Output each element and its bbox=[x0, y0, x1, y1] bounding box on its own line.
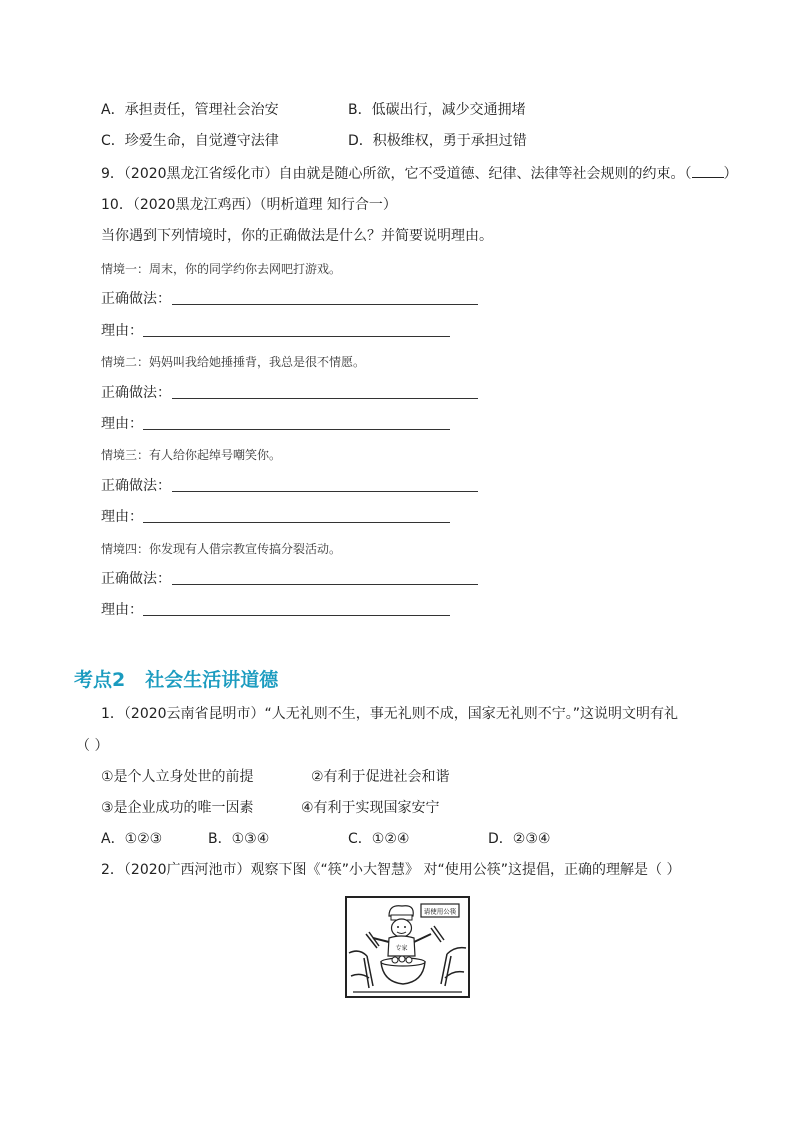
answer-label-1: 正确做法： bbox=[101, 291, 171, 307]
s2-q1-option-c: C．①②④ bbox=[348, 831, 410, 847]
question-9-text: 9．（2020黑龙江省绥化市）自由就是随心所欲，它不受道德、纪律、法律等社会规则的约束。（ bbox=[101, 166, 692, 182]
section-title: 社会生活讲道德 bbox=[145, 669, 279, 691]
answer-line-2[interactable] bbox=[172, 398, 478, 399]
statement-4: ④有利于实现国家安宁 bbox=[301, 800, 440, 816]
scenario-1: 情境一：周末，你的同学约你去网吧打游戏。 bbox=[101, 262, 342, 276]
answer-label-2: 正确做法： bbox=[101, 385, 171, 401]
answer-line-3[interactable] bbox=[172, 491, 478, 492]
reason-label-4: 理由： bbox=[101, 602, 143, 618]
question-9 bbox=[101, 163, 738, 183]
answer-label-3: 正确做法： bbox=[101, 478, 171, 494]
chopsticks-cartoon bbox=[345, 896, 470, 998]
answer-blank[interactable] bbox=[692, 163, 724, 178]
answer-line-4[interactable] bbox=[172, 584, 478, 585]
statement-1: ①是个人立身处世的前提 bbox=[101, 769, 254, 785]
q8-option-d: D．积极维权，勇于承担过错 bbox=[348, 133, 527, 149]
reason-line-3[interactable] bbox=[143, 522, 450, 523]
scenario-3: 情境三：有人给你起绰号嘲笑你。 bbox=[101, 448, 282, 462]
s2-q1-option-a: A．①②③ bbox=[101, 831, 163, 847]
s2-q1-option-b: B．①③④ bbox=[208, 831, 270, 847]
answer-label-4: 正确做法： bbox=[101, 571, 171, 587]
cartoon-drawing bbox=[347, 898, 468, 996]
s2-question-2: 2．（2020广西河池市）观察下图《“筷”小大智慧》 对“使用公筷”这提倡，正确的理解是（ ） bbox=[101, 862, 681, 878]
s2-question-1: 1．（2020云南省昆明市）“人无礼则不生，事无礼则不成，国家无礼则不宁。”这说明文明有礼 bbox=[101, 706, 679, 722]
statement-3: ③是企业成功的唯一因素 bbox=[101, 800, 254, 816]
question-10-prompt: 当你遇到下列情境时，你的正确做法是什么？并简要说明理由。 bbox=[101, 228, 493, 244]
section-number: 考点2 bbox=[74, 669, 126, 691]
statement-2: ②有利于促进社会和谐 bbox=[311, 769, 450, 785]
section-heading bbox=[74, 665, 298, 692]
reason-line-1[interactable] bbox=[143, 336, 450, 337]
reason-label-2: 理由： bbox=[101, 416, 143, 432]
scenario-2: 情境二：妈妈叫我给她捶捶背，我总是很不情愿。 bbox=[101, 355, 366, 369]
question-10-title: 10．（2020黑龙江鸡西）（明析道理 知行合一） bbox=[101, 197, 397, 213]
question-9-close: ） bbox=[723, 166, 738, 182]
s2-question-1-paren: （ ） bbox=[76, 738, 109, 754]
reason-line-2[interactable] bbox=[143, 429, 450, 430]
apron-text: 专家 bbox=[395, 945, 408, 952]
sign-text: 请使用公筷 bbox=[423, 907, 457, 916]
answer-line-1[interactable] bbox=[172, 304, 478, 305]
reason-label-1: 理由： bbox=[101, 323, 143, 339]
q8-option-b: B．低碳出行，减少交通拥堵 bbox=[348, 102, 526, 118]
reason-label-3: 理由： bbox=[101, 509, 143, 525]
scenario-4: 情境四：你发现有人借宗教宣传搞分裂活动。 bbox=[101, 542, 342, 556]
s2-q1-option-d: D．②③④ bbox=[488, 831, 551, 847]
q8-option-a: A．承担责任，管理社会治安 bbox=[101, 102, 279, 118]
reason-line-4[interactable] bbox=[143, 615, 450, 616]
q8-option-c: C．珍爱生命，自觉遵守法律 bbox=[101, 133, 279, 149]
